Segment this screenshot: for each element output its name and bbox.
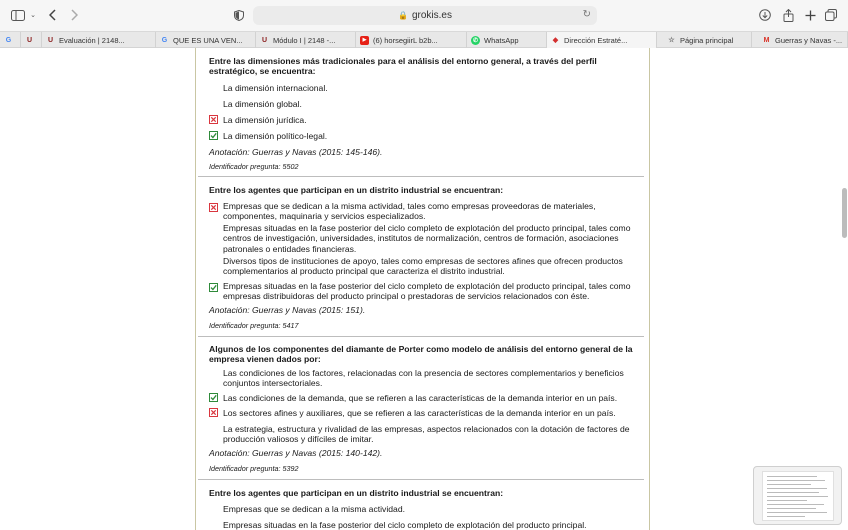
correct-answer-icon: [209, 283, 218, 292]
question-block: [209, 185, 643, 330]
tab-direccion-estrategica[interactable]: [547, 32, 657, 48]
tab-university[interactable]: [21, 32, 42, 48]
questions-panel: [195, 48, 650, 530]
answer-option: Las condiciones de los factores, relacionadas con la presencia de sectores complementarios y beneficios conjuntos intersectoriales.: [223, 368, 624, 389]
answer-option: Empresas que se dedican a la misma actividad.: [223, 504, 405, 514]
tab-whatsapp[interactable]: [467, 32, 547, 48]
address-bar[interactable]: [253, 6, 597, 25]
university-icon: U: [261, 36, 268, 44]
tab-evaluacion[interactable]: [42, 32, 156, 48]
answer-option: Empresas que se dedican a la misma actividad, tales como empresas proveedoras de materiales, componentes, maquinaria y servicios especializados.: [223, 201, 641, 222]
share-icon[interactable]: [781, 6, 795, 24]
question-identifier: Identificador pregunta: 5502: [209, 162, 299, 171]
annotation: Anotación: Guerras y Navas (2015: 140-142).: [209, 448, 383, 458]
back-icon[interactable]: [47, 6, 59, 24]
tab-label: Dirección Estraté...: [564, 35, 628, 45]
tab-label: Módulo I | 2148 -...: [273, 35, 336, 45]
annotation: Anotación: Guerras y Navas (2015: 145-146).: [209, 147, 383, 157]
question-identifier: Identificador pregunta: 5417: [209, 321, 299, 330]
tab-bar: [0, 31, 848, 48]
forward-icon[interactable]: [68, 6, 80, 24]
question-title: Algunos de los componentes del diamante de Porter como modelo de análisis del entorno general de la empresa vienen dados por:: [209, 344, 633, 365]
thumbnail-page: [762, 471, 834, 521]
site-logo-icon: ◆: [552, 37, 559, 44]
question-block: [209, 56, 643, 171]
question-block: [209, 488, 643, 530]
university-icon: U: [26, 36, 33, 44]
answer-option: La dimensión jurídica.: [223, 115, 641, 125]
wrong-answer-icon: [209, 408, 218, 417]
new-tab-icon[interactable]: [803, 6, 817, 24]
lock-icon: 🔒: [398, 11, 408, 20]
page-thumbnail-preview[interactable]: [753, 466, 842, 525]
tab-pagina-principal[interactable]: [657, 32, 752, 48]
gmail-icon: M: [763, 36, 770, 44]
privacy-shield-icon[interactable]: [232, 6, 246, 24]
whatsapp-icon: ✆: [472, 37, 479, 44]
youtube-icon: ▶: [360, 36, 369, 45]
question-title: Entre los agentes que participan en un distrito industrial se encuentran:: [209, 488, 504, 498]
answer-option: Empresas situadas en la fase posterior del ciclo completo de explotación del producto principal.: [223, 520, 587, 530]
answer-option: Diversos tipos de instituciones de apoyo, tales como empresas de sectores afines que ofrecen productos complementarios al producto principal que caracteriza el distrito industrial.: [223, 256, 623, 277]
answer-option: La dimensión internacional.: [223, 83, 328, 93]
answer-option: Los sectores afines y auxiliares, que se refieren a las características de la demanda interior en un país.: [223, 408, 641, 418]
web-page: [0, 48, 848, 530]
tab-label: Página principal: [680, 35, 734, 45]
tab-label: Guerras y Navas -...: [775, 35, 843, 45]
separator: [198, 176, 644, 177]
tab-gmail[interactable]: [752, 32, 848, 48]
correct-answer-icon: [209, 393, 218, 402]
wrong-answer-icon: [209, 115, 218, 124]
tab-label: Evaluación | 2148...: [59, 35, 125, 45]
tab-google[interactable]: [0, 32, 21, 48]
question-block: [209, 344, 643, 473]
download-icon[interactable]: [758, 6, 772, 24]
annotation: Anotación: Guerras y Navas (2015: 151).: [209, 305, 366, 315]
star-icon: ☆: [668, 37, 675, 44]
tab-label: WhatsApp: [484, 35, 519, 45]
chevron-down-icon[interactable]: ⌄: [30, 12, 36, 19]
separator: [198, 479, 644, 480]
answer-option: La dimensión global.: [223, 99, 302, 109]
answer-option: Empresas situadas en la fase posterior del ciclo completo de explotación del producto principal, tales como empresas distribuidoras del producto principal o prestadoras de servicios relacionados con éste.: [223, 281, 641, 302]
tab-modulo-i[interactable]: [256, 32, 356, 48]
google-icon: G: [161, 36, 168, 44]
question-identifier: Identificador pregunta: 5392: [209, 464, 299, 473]
reload-icon[interactable]: ↻: [582, 9, 591, 20]
answer-option: La dimensión político-legal.: [223, 131, 641, 141]
question-title: Entre las dimensiones más tradicionales para el análisis del entorno general, a través del perfil estratégico, se encuentra:: [209, 56, 597, 77]
wrong-answer-icon: [209, 203, 218, 212]
separator: [198, 336, 644, 337]
tab-label: (6) horsegiirL b2b...: [373, 35, 438, 45]
tab-que-es-una-venta[interactable]: [156, 32, 256, 48]
answer-option: Las condiciones de la demanda, que se refieren a las características de la demanda interior en un país.: [223, 393, 641, 403]
answer-option: La estrategia, estructura y rivalidad de las empresas, aspectos relacionados con la dotación de factores de producción valiosos y difíciles de imitar.: [223, 424, 630, 445]
question-title: Entre los agentes que participan en un distrito industrial se encuentran:: [209, 185, 504, 195]
google-icon: G: [5, 36, 12, 44]
sidebar-toggle-icon[interactable]: [10, 6, 26, 24]
correct-answer-icon: [209, 131, 218, 140]
scrollbar[interactable]: [842, 188, 847, 238]
browser-toolbar: [0, 0, 848, 31]
url-text: grokis.es: [411, 10, 452, 21]
university-icon: U: [47, 36, 54, 44]
tab-label: QUE ES UNA VEN...: [173, 35, 243, 45]
answer-option: Empresas situadas en la fase posterior del ciclo completo de explotación del producto principal, tales como centros de investigación, universidades, institutos de normalización, centros de formación, asociaciones patronales o entidades financieras.: [223, 223, 631, 254]
tab-youtube[interactable]: [356, 32, 467, 48]
tab-overview-icon[interactable]: [824, 6, 838, 24]
